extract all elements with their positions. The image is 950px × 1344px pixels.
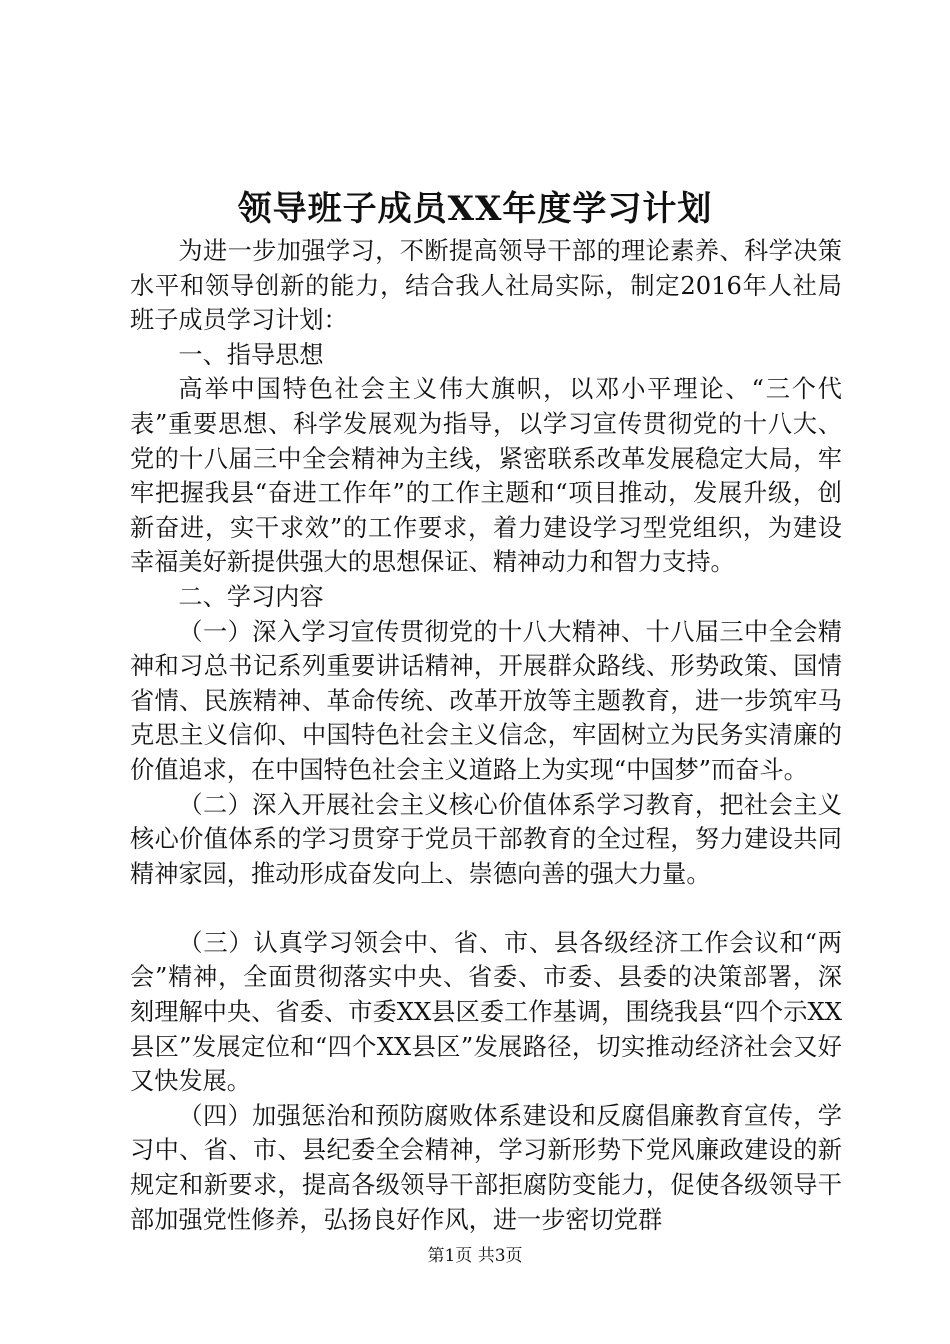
study-item-2-paragraph: （二）深入开展社会主义核心价值体系学习教育，把社会主义核心价值体系的学习贯穿于党员干部教育的全过程，努力建设共同精神家园，推动形成奋发向上、崇德向善的强大力量。: [130, 790, 842, 888]
study-item-3-paragraph: （三）认真学习领会中、省、市、县各级经济工作会议和“两会”精神，全面贯彻落实中央、省委、市委、县委的决策部署，深刻理解中央、省委、市委XX县区委工作基调，围绕我县“四个示XX县区”发展定位和“四个XX县区”发展路径，切实推动经济社会又好又快发展。: [130, 928, 842, 1096]
page-number-footer: 第1页 共3页: [427, 1246, 523, 1266]
guiding-ideology-paragraph: 高举中国特色社会主义伟大旗帜，以邓小平理论、“三个代表”重要思想、科学发展观为指导，以学习宣传贯彻党的十八大、党的十八届三中全会精神为主线，紧密联系改革发展稳定大局，牢牢把握我县“奋进工作年”的工作主题和“项目推动，发展升级，创新奋进，实干求效”的工作要求，着力建设学习型党组织，为建设幸福美好新提供强大的思想保证、精神动力和智力支持。: [130, 375, 842, 577]
study-item-1-paragraph: （一）深入学习宣传贯彻党的十八大精神、十八届三中全会精神和习总书记系列重要讲话精神，开展群众路线、形势政策、国情省情、民族精神、革命传统、改革开放等主题教育，进一步筑牢马克思主义信仰、中国特色社会主义信念，牢固树立为民务实清廉的价值追求，在中国特色社会主义道路上为实现“中国梦”而奋斗。: [130, 617, 842, 784]
intro-paragraph: 为进一步加强学习，不断提高领导干部的理论素养、科学决策水平和领导创新的能力，结合我人社局实际，制定2016年人社局班子成员学习计划：: [130, 237, 842, 335]
section-heading-guiding-ideology: 一、指导思想: [178, 340, 324, 369]
document-body: [130, 234, 842, 1237]
document-title: 领导班子成员XX年度学习计划: [237, 189, 713, 229]
study-item-4-paragraph: （四）加强惩治和预防腐败体系建设和反腐倡廉教育宣传，学习中、省、市、县纪委全会精神，学习新形势下党风廉政建设的新规定和新要求，提高各级领导干部拒腐防变能力，促使各级领导干部加强党性修养，弘扬良好作风，进一步密切党群: [130, 1101, 842, 1234]
section-heading-study-content: 二、学习内容: [178, 582, 324, 611]
